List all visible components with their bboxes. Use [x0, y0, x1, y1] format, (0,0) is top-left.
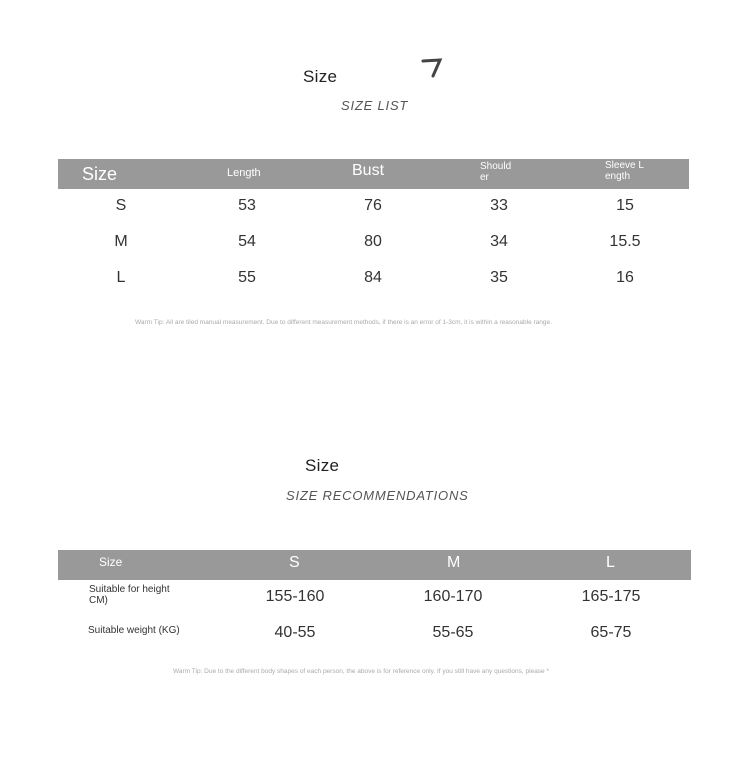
- table-cell: L: [116, 269, 126, 286]
- table-cell: 84: [364, 269, 382, 286]
- header-size: Size: [99, 555, 123, 569]
- table-cell: 55: [238, 269, 256, 286]
- table-cell: 76: [364, 197, 382, 214]
- header-length: Length: [227, 167, 261, 179]
- table-cell: 53: [238, 197, 256, 214]
- size-recommendations-tip: Warm Tip: Due to the different body shapes of each person, the above is for reference only. If you still have any questions, please *: [173, 668, 550, 675]
- size-list-subtitle: SIZE LIST: [341, 98, 409, 113]
- table-cell: 65-75: [590, 624, 632, 641]
- row-label-weight: Suitable weight (KG): [88, 625, 180, 636]
- size-list-tip: Warm Tip: All are tiled manual measurement. Due to different measurement methods, if there is an error of 1-3cm, it is within a reasonable range.: [135, 319, 552, 326]
- table-cell: 80: [364, 233, 382, 250]
- table-cell: 54: [238, 233, 256, 250]
- table-cell: M: [114, 233, 128, 250]
- table-cell: 55-65: [432, 624, 474, 641]
- hook-icon: [421, 58, 443, 78]
- size-list-title: Size: [303, 67, 338, 86]
- table-cell: 160-170: [423, 588, 483, 605]
- table-cell: 35: [490, 269, 508, 286]
- table-cell: S: [115, 197, 127, 214]
- header-bust: Bust: [352, 162, 385, 179]
- table-cell: 15.5: [609, 233, 641, 250]
- header-sleeve-length: Sleeve L ength: [605, 160, 644, 182]
- table-cell: 155-160: [265, 588, 325, 605]
- size-list-header-row: [58, 159, 689, 189]
- header-size: Size: [82, 164, 118, 184]
- size-recommendations-title: Size: [305, 456, 340, 475]
- size-recommendations-header-row: [58, 550, 691, 580]
- table-cell: 33: [490, 197, 508, 214]
- table-cell: 34: [490, 233, 508, 250]
- size-recommendations-subtitle: SIZE RECOMMENDATIONS: [286, 488, 469, 503]
- header-l: L: [606, 554, 615, 571]
- header-s: S: [289, 554, 300, 571]
- row-label-height: Suitable for height CM): [89, 584, 170, 606]
- table-cell: 165-175: [581, 588, 641, 605]
- table-cell: 15: [616, 197, 634, 214]
- table-cell: 40-55: [274, 624, 316, 641]
- header-m: M: [447, 554, 461, 571]
- table-cell: 16: [616, 269, 634, 286]
- header-shoulder: Should er: [480, 161, 512, 183]
